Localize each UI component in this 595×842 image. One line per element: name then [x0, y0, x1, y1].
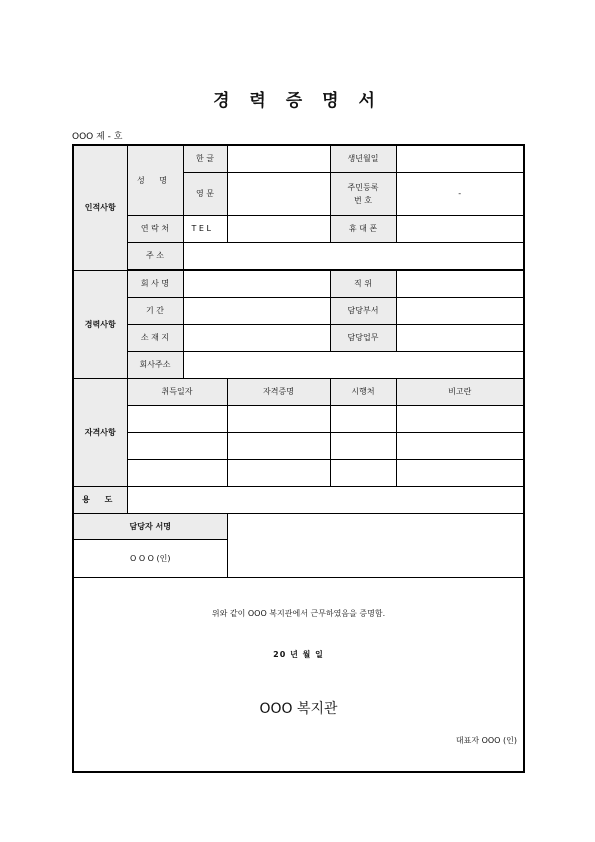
label-name: 성 명 — [127, 145, 183, 215]
certificate-form — [72, 144, 525, 773]
label-position: 직 위 — [330, 270, 396, 297]
cell-acquired-date[interactable] — [127, 459, 227, 486]
cell-certificate[interactable] — [227, 432, 330, 459]
label-duty: 담당업무 — [330, 324, 396, 351]
label-signature: 담당자 서명 — [73, 513, 227, 539]
header-certificate: 자격증명 — [227, 378, 330, 405]
label-company-address: 회사주소 — [127, 351, 183, 378]
section-career: 경력사항 — [73, 270, 127, 378]
field-period[interactable] — [183, 297, 330, 324]
field-name-korean[interactable] — [227, 145, 330, 172]
table-row — [73, 405, 524, 432]
table-row — [73, 459, 524, 486]
cell-issuer[interactable] — [330, 405, 396, 432]
cell-issuer[interactable] — [330, 432, 396, 459]
field-position[interactable] — [396, 270, 524, 297]
field-address[interactable] — [183, 242, 524, 269]
field-birthdate[interactable] — [396, 145, 524, 172]
label-resident-no — [330, 172, 396, 215]
label-address: 주 소 — [127, 242, 183, 269]
section-personal: 인적사항 — [73, 145, 127, 270]
cell-remarks[interactable] — [396, 405, 524, 432]
label-contact: 연 락 처 — [127, 215, 183, 242]
cell-remarks[interactable] — [396, 459, 524, 486]
label-company: 회 사 명 — [127, 270, 183, 297]
cell-acquired-date[interactable] — [127, 432, 227, 459]
certification-block — [73, 577, 524, 772]
field-company[interactable] — [183, 270, 330, 297]
label-location: 소 재 지 — [127, 324, 183, 351]
cell-certificate[interactable] — [227, 459, 330, 486]
certification-statement: 위와 같이 OOO 복지관에서 근무하였음을 증명함. — [211, 608, 386, 618]
header-remarks: 비고란 — [396, 378, 524, 405]
signature-value[interactable]: O O O (인) — [73, 539, 227, 577]
certification-date: 20 년 월 일 — [273, 649, 324, 659]
cell-issuer[interactable] — [330, 459, 396, 486]
field-company-address[interactable] — [183, 351, 524, 378]
field-resident-no[interactable]: - — [396, 172, 524, 215]
section-qualification: 자격사항 — [73, 378, 127, 486]
field-purpose[interactable] — [127, 486, 524, 513]
header-acquired-date: 취득일자 — [127, 378, 227, 405]
header-issuer: 시행처 — [330, 378, 396, 405]
certification-issuer: OOO 복지관 — [259, 700, 338, 717]
field-name-english[interactable] — [227, 172, 330, 215]
field-duty[interactable] — [396, 324, 524, 351]
table-row — [73, 432, 524, 459]
certification-representative: 대표자 OOO (인) — [455, 735, 517, 745]
label-tel: T E L — [183, 215, 227, 242]
label-resident-no-line2: 번 호 — [354, 195, 372, 205]
cell-certificate[interactable] — [227, 405, 330, 432]
document-number: OOO 제 - 호 — [72, 132, 123, 142]
field-location[interactable] — [183, 324, 330, 351]
label-mobile: 휴 대 폰 — [330, 215, 396, 242]
cell-acquired-date[interactable] — [127, 405, 227, 432]
field-tel[interactable] — [227, 215, 330, 242]
label-purpose: 용 도 — [73, 486, 127, 513]
label-resident-no-line1: 주민등록 — [347, 182, 379, 192]
signature-blank-area — [227, 513, 524, 577]
field-mobile[interactable] — [396, 215, 524, 242]
label-name-korean: 한 글 — [183, 145, 227, 172]
label-name-english: 영 문 — [183, 172, 227, 215]
cell-remarks[interactable] — [396, 432, 524, 459]
field-department[interactable] — [396, 297, 524, 324]
label-birthdate: 생년월일 — [330, 145, 396, 172]
label-period: 기 간 — [127, 297, 183, 324]
document-title: 경 력 증 명 서 — [213, 91, 382, 111]
label-department: 담당부서 — [330, 297, 396, 324]
